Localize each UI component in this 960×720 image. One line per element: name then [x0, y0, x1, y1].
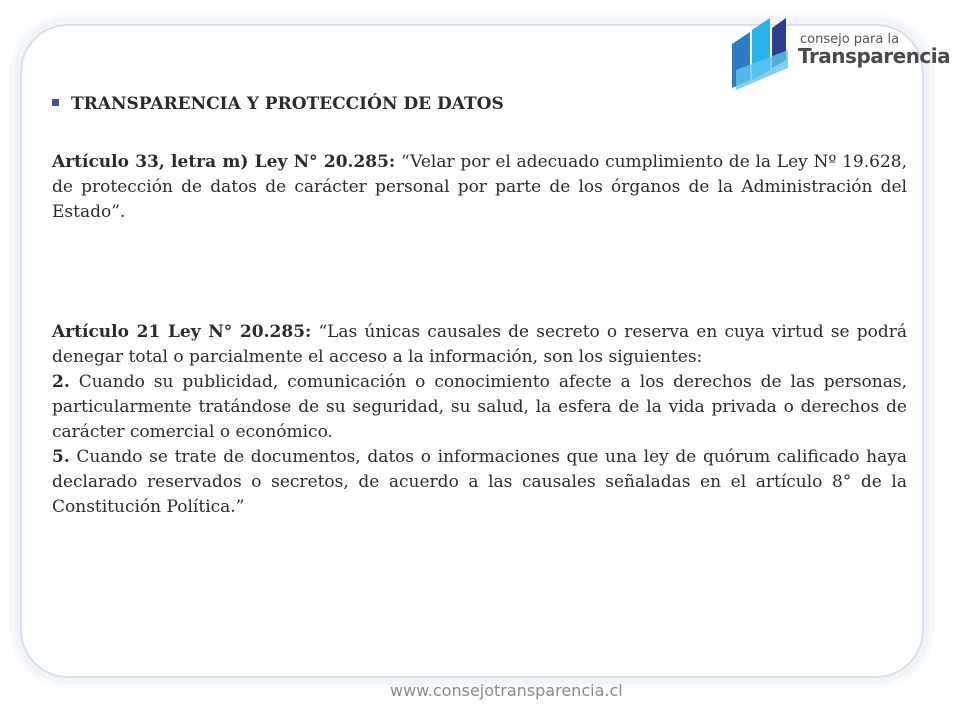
page-heading [52, 94, 504, 114]
article-33-text: “Velar por el adecuado cumplimiento de la Ley Nº 19.628, de protección de datos de carácter personal por parte de los órganos de la Administración del Estado”. [52, 152, 907, 222]
article-21-intro: “Las únicas causales de secreto o reserva en cuya virtud se podrá denegar total o parcialmente el acceso a la información, son los siguientes: [52, 322, 907, 367]
item-5-text: Cuando se trate de documentos, datos o informaciones que una ley de quórum calificado haya declarado reservados o secretos, de acuerdo a las causales señaladas en el artículo 8° de la Constitución Política.” [52, 447, 907, 517]
footer-url: www.consejotransparencia.cl [390, 681, 623, 700]
item-2-text: Cuando su publicidad, comunicación o conocimiento afecte a los derechos de las personas, particularmente tratándose de su seguridad, su salud, la esfera de la vida privada o derechos de carácter comercial o económico. [52, 372, 907, 442]
article-21-block [52, 320, 907, 520]
logo-line1: consejo para la [800, 32, 900, 47]
article-33-paragraph [52, 150, 907, 225]
heading-text: TRANSPARENCIA Y PROTECCIÓN DE DATOS [71, 94, 504, 114]
item-5-number: 5. [52, 447, 70, 467]
square-bullet-icon [52, 99, 59, 106]
article-33-label: Artículo 33, letra m) Ley N° 20.285: [52, 152, 396, 172]
logo-line2: Transparencia [798, 44, 951, 68]
item-2-number: 2. [52, 372, 70, 392]
article-21-label: Artículo 21 Ley N° 20.285: [52, 322, 312, 342]
